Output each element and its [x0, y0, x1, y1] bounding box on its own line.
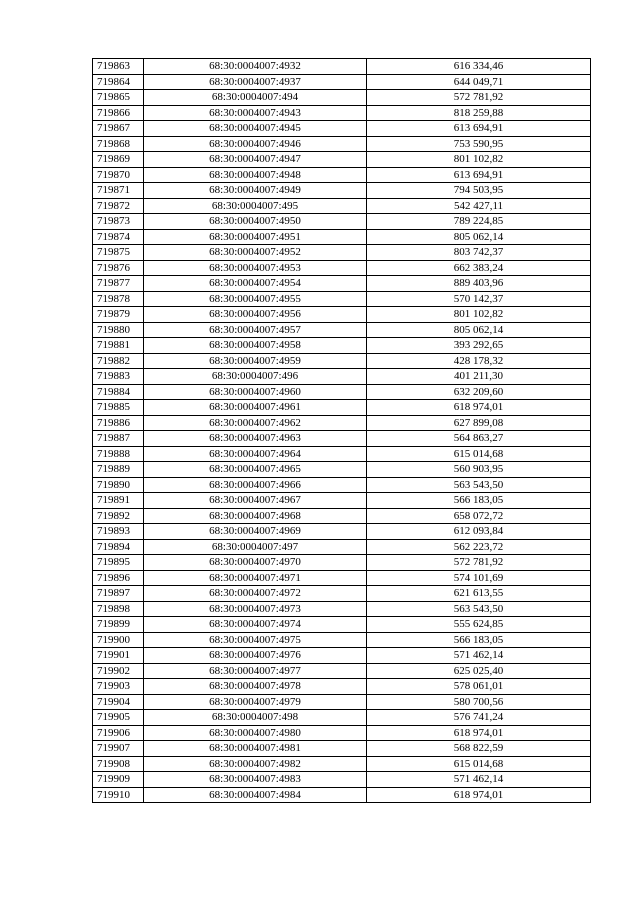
cadastral-value-cell: 571 462,14 — [367, 648, 591, 664]
table-row — [93, 183, 591, 199]
row-number-cell: 719877 — [93, 276, 144, 292]
table-row — [93, 400, 591, 416]
table-row — [93, 415, 591, 431]
table-row — [93, 307, 591, 323]
cadastral-number-cell: 68:30:0004007:4960 — [144, 384, 367, 400]
cadastral-number-cell: 68:30:0004007:4976 — [144, 648, 367, 664]
table-row — [93, 105, 591, 121]
cadastral-value-cell: 428 178,32 — [367, 353, 591, 369]
cadastral-number-cell: 68:30:0004007:4964 — [144, 446, 367, 462]
cadastral-number-cell: 68:30:0004007:4974 — [144, 617, 367, 633]
cadastral-number-cell: 68:30:0004007:4981 — [144, 741, 367, 757]
row-number-cell: 719910 — [93, 787, 144, 803]
row-number-cell: 719900 — [93, 632, 144, 648]
cadastral-number-cell: 68:30:0004007:4977 — [144, 663, 367, 679]
cadastral-value-cell: 618 974,01 — [367, 400, 591, 416]
table-row — [93, 276, 591, 292]
table-row — [93, 167, 591, 183]
table-row — [93, 710, 591, 726]
table-row — [93, 555, 591, 571]
row-number-cell: 719872 — [93, 198, 144, 214]
row-number-cell: 719903 — [93, 679, 144, 695]
cadastral-number-cell: 68:30:0004007:4968 — [144, 508, 367, 524]
cadastral-number-cell: 68:30:0004007:4951 — [144, 229, 367, 245]
cadastral-value-cell: 889 403,96 — [367, 276, 591, 292]
table-row — [93, 353, 591, 369]
cadastral-value-cell: 627 899,08 — [367, 415, 591, 431]
cadastral-number-cell: 68:30:0004007:4953 — [144, 260, 367, 276]
cadastral-value-cell: 542 427,11 — [367, 198, 591, 214]
table-row — [93, 291, 591, 307]
cadastral-value-cell: 618 974,01 — [367, 787, 591, 803]
cadastral-number-cell: 68:30:0004007:4963 — [144, 431, 367, 447]
cadastral-value-cell: 566 183,05 — [367, 632, 591, 648]
cadastral-value-cell: 658 072,72 — [367, 508, 591, 524]
row-number-cell: 719875 — [93, 245, 144, 261]
table-row — [93, 632, 591, 648]
cadastral-value-cell: 576 741,24 — [367, 710, 591, 726]
cadastral-value-cell: 803 742,37 — [367, 245, 591, 261]
cadastral-number-cell: 68:30:0004007:4975 — [144, 632, 367, 648]
row-number-cell: 719871 — [93, 183, 144, 199]
table-row — [93, 741, 591, 757]
cadastral-value-cell: 753 590,95 — [367, 136, 591, 152]
cadastral-number-cell: 68:30:0004007:4937 — [144, 74, 367, 90]
cadastral-number-cell: 68:30:0004007:4958 — [144, 338, 367, 354]
table-row — [93, 679, 591, 695]
cadastral-value-cell: 393 292,65 — [367, 338, 591, 354]
table-row — [93, 214, 591, 230]
table-row — [93, 260, 591, 276]
row-number-cell: 719863 — [93, 59, 144, 75]
table-row — [93, 462, 591, 478]
table-row — [93, 74, 591, 90]
table-row — [93, 772, 591, 788]
cadastral-number-cell: 68:30:0004007:498 — [144, 710, 367, 726]
table-row — [93, 322, 591, 338]
table-row — [93, 617, 591, 633]
cadastral-value-cell: 616 334,46 — [367, 59, 591, 75]
table-row — [93, 787, 591, 803]
cadastral-value-cell: 564 863,27 — [367, 431, 591, 447]
table-row — [93, 152, 591, 168]
cadastral-number-cell: 68:30:0004007:4961 — [144, 400, 367, 416]
table-row — [93, 756, 591, 772]
row-number-cell: 719868 — [93, 136, 144, 152]
row-number-cell: 719880 — [93, 322, 144, 338]
cadastral-number-cell: 68:30:0004007:4978 — [144, 679, 367, 695]
row-number-cell: 719873 — [93, 214, 144, 230]
cadastral-number-cell: 68:30:0004007:494 — [144, 90, 367, 106]
row-number-cell: 719879 — [93, 307, 144, 323]
table-row — [93, 229, 591, 245]
cadastral-number-cell: 68:30:0004007:4979 — [144, 694, 367, 710]
cadastral-value-cell: 572 781,92 — [367, 90, 591, 106]
table-row — [93, 648, 591, 664]
table-row — [93, 725, 591, 741]
row-number-cell: 719874 — [93, 229, 144, 245]
cadastral-value-cell: 805 062,14 — [367, 322, 591, 338]
cadastral-value-cell: 563 543,50 — [367, 477, 591, 493]
table-row — [93, 586, 591, 602]
cadastral-value-cell: 618 974,01 — [367, 725, 591, 741]
cadastral-number-cell: 68:30:0004007:4973 — [144, 601, 367, 617]
cadastral-number-cell: 68:30:0004007:4932 — [144, 59, 367, 75]
row-number-cell: 719905 — [93, 710, 144, 726]
table-row — [93, 493, 591, 509]
row-number-cell: 719891 — [93, 493, 144, 509]
row-number-cell: 719886 — [93, 415, 144, 431]
cadastral-value-cell: 570 142,37 — [367, 291, 591, 307]
cadastral-number-cell: 68:30:0004007:4948 — [144, 167, 367, 183]
cadastral-value-cell: 789 224,85 — [367, 214, 591, 230]
cadastral-value-cell: 613 694,91 — [367, 167, 591, 183]
cadastral-number-cell: 68:30:0004007:495 — [144, 198, 367, 214]
row-number-cell: 719864 — [93, 74, 144, 90]
cadastral-value-cell: 662 383,24 — [367, 260, 591, 276]
table-row — [93, 539, 591, 555]
cadastral-value-cell: 621 613,55 — [367, 586, 591, 602]
cadastral-number-cell: 68:30:0004007:4949 — [144, 183, 367, 199]
cadastral-value-table — [92, 58, 591, 803]
table-row — [93, 477, 591, 493]
cadastral-value-cell: 574 101,69 — [367, 570, 591, 586]
cadastral-value-cell: 801 102,82 — [367, 307, 591, 323]
cadastral-number-cell: 68:30:0004007:4970 — [144, 555, 367, 571]
row-number-cell: 719865 — [93, 90, 144, 106]
row-number-cell: 719870 — [93, 167, 144, 183]
cadastral-number-cell: 68:30:0004007:4952 — [144, 245, 367, 261]
cadastral-value-cell: 572 781,92 — [367, 555, 591, 571]
row-number-cell: 719894 — [93, 539, 144, 555]
cadastral-value-cell: 805 062,14 — [367, 229, 591, 245]
row-number-cell: 719902 — [93, 663, 144, 679]
cadastral-number-cell: 68:30:0004007:4943 — [144, 105, 367, 121]
row-number-cell: 719899 — [93, 617, 144, 633]
cadastral-number-cell: 68:30:0004007:4984 — [144, 787, 367, 803]
cadastral-value-cell: 401 211,30 — [367, 369, 591, 385]
cadastral-value-cell: 571 462,14 — [367, 772, 591, 788]
cadastral-number-cell: 68:30:0004007:4962 — [144, 415, 367, 431]
cadastral-value-cell: 563 543,50 — [367, 601, 591, 617]
row-number-cell: 719878 — [93, 291, 144, 307]
row-number-cell: 719887 — [93, 431, 144, 447]
row-number-cell: 719906 — [93, 725, 144, 741]
cadastral-value-cell: 578 061,01 — [367, 679, 591, 695]
cadastral-number-cell: 68:30:0004007:497 — [144, 539, 367, 555]
row-number-cell: 719866 — [93, 105, 144, 121]
table-row — [93, 90, 591, 106]
row-number-cell: 719885 — [93, 400, 144, 416]
row-number-cell: 719881 — [93, 338, 144, 354]
cadastral-number-cell: 68:30:0004007:4957 — [144, 322, 367, 338]
table-row — [93, 245, 591, 261]
table-row — [93, 121, 591, 137]
cadastral-value-cell: 615 014,68 — [367, 756, 591, 772]
table-row — [93, 524, 591, 540]
cadastral-value-cell: 612 093,84 — [367, 524, 591, 540]
cadastral-value-cell: 560 903,95 — [367, 462, 591, 478]
row-number-cell: 719908 — [93, 756, 144, 772]
cadastral-number-cell: 68:30:0004007:4945 — [144, 121, 367, 137]
cadastral-value-cell: 615 014,68 — [367, 446, 591, 462]
table-row — [93, 59, 591, 75]
table-row — [93, 338, 591, 354]
cadastral-number-cell: 68:30:0004007:4966 — [144, 477, 367, 493]
cadastral-number-cell: 68:30:0004007:4969 — [144, 524, 367, 540]
table-row — [93, 663, 591, 679]
row-number-cell: 719889 — [93, 462, 144, 478]
cadastral-number-cell: 68:30:0004007:4950 — [144, 214, 367, 230]
row-number-cell: 719897 — [93, 586, 144, 602]
table-row — [93, 384, 591, 400]
cadastral-value-cell: 801 102,82 — [367, 152, 591, 168]
cadastral-value-cell: 562 223,72 — [367, 539, 591, 555]
cadastral-number-cell: 68:30:0004007:4946 — [144, 136, 367, 152]
row-number-cell: 719904 — [93, 694, 144, 710]
cadastral-value-cell: 613 694,91 — [367, 121, 591, 137]
row-number-cell: 719888 — [93, 446, 144, 462]
cadastral-value-cell: 818 259,88 — [367, 105, 591, 121]
table-row — [93, 431, 591, 447]
cadastral-number-cell: 68:30:0004007:496 — [144, 369, 367, 385]
cadastral-number-cell: 68:30:0004007:4954 — [144, 276, 367, 292]
cadastral-value-cell: 580 700,56 — [367, 694, 591, 710]
cadastral-value-cell: 555 624,85 — [367, 617, 591, 633]
table-body — [93, 59, 591, 803]
cadastral-value-cell: 794 503,95 — [367, 183, 591, 199]
cadastral-number-cell: 68:30:0004007:4955 — [144, 291, 367, 307]
row-number-cell: 719892 — [93, 508, 144, 524]
row-number-cell: 719909 — [93, 772, 144, 788]
row-number-cell: 719884 — [93, 384, 144, 400]
row-number-cell: 719896 — [93, 570, 144, 586]
table-row — [93, 136, 591, 152]
row-number-cell: 719890 — [93, 477, 144, 493]
row-number-cell: 719869 — [93, 152, 144, 168]
cadastral-number-cell: 68:30:0004007:4982 — [144, 756, 367, 772]
table-row — [93, 369, 591, 385]
row-number-cell: 719895 — [93, 555, 144, 571]
table-row — [93, 508, 591, 524]
row-number-cell: 719898 — [93, 601, 144, 617]
table-row — [93, 570, 591, 586]
cadastral-number-cell: 68:30:0004007:4956 — [144, 307, 367, 323]
cadastral-number-cell: 68:30:0004007:4965 — [144, 462, 367, 478]
cadastral-value-cell: 632 209,60 — [367, 384, 591, 400]
table-row — [93, 694, 591, 710]
cadastral-value-cell: 644 049,71 — [367, 74, 591, 90]
cadastral-number-cell: 68:30:0004007:4971 — [144, 570, 367, 586]
cadastral-number-cell: 68:30:0004007:4980 — [144, 725, 367, 741]
row-number-cell: 719893 — [93, 524, 144, 540]
cadastral-value-cell: 625 025,40 — [367, 663, 591, 679]
table-row — [93, 198, 591, 214]
cadastral-value-cell: 568 822,59 — [367, 741, 591, 757]
row-number-cell: 719883 — [93, 369, 144, 385]
row-number-cell: 719907 — [93, 741, 144, 757]
row-number-cell: 719876 — [93, 260, 144, 276]
cadastral-number-cell: 68:30:0004007:4959 — [144, 353, 367, 369]
row-number-cell: 719867 — [93, 121, 144, 137]
table-row — [93, 446, 591, 462]
row-number-cell: 719882 — [93, 353, 144, 369]
cadastral-number-cell: 68:30:0004007:4972 — [144, 586, 367, 602]
cadastral-number-cell: 68:30:0004007:4947 — [144, 152, 367, 168]
table-row — [93, 601, 591, 617]
row-number-cell: 719901 — [93, 648, 144, 664]
cadastral-value-cell: 566 183,05 — [367, 493, 591, 509]
cadastral-number-cell: 68:30:0004007:4983 — [144, 772, 367, 788]
cadastral-number-cell: 68:30:0004007:4967 — [144, 493, 367, 509]
